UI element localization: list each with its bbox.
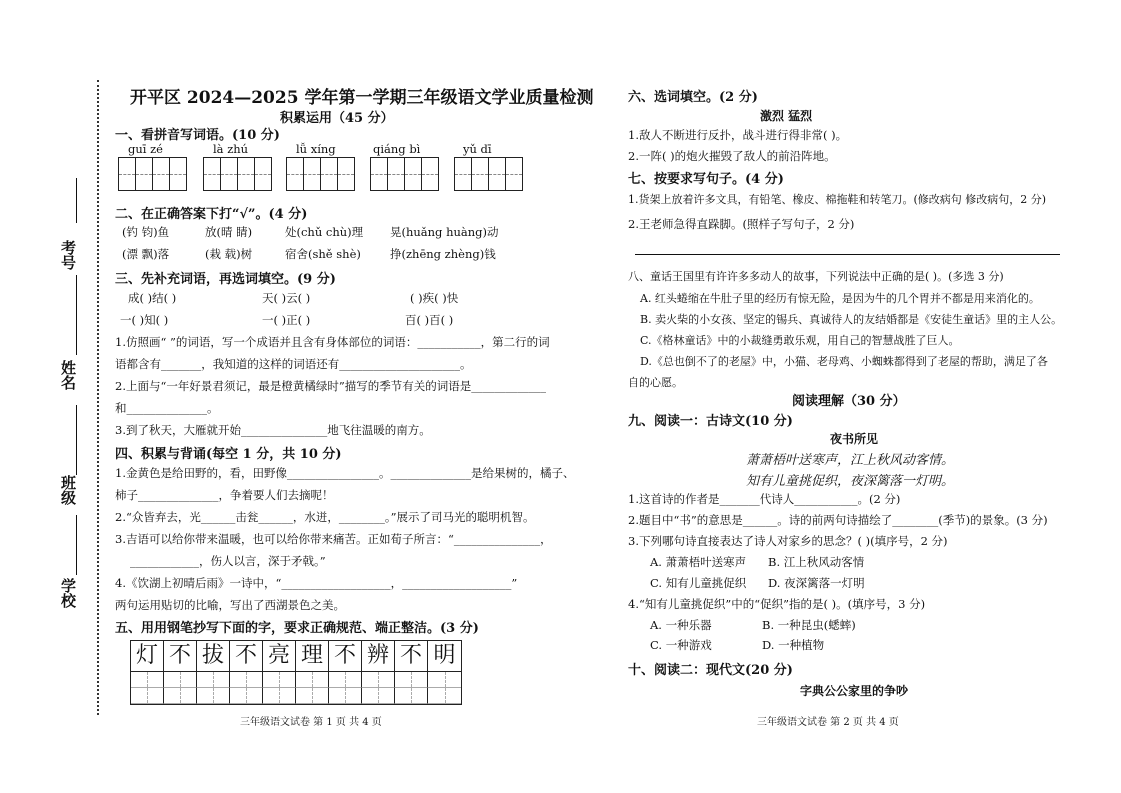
question-5: 五、用用钢笔抄写下面的字，要求正确规范、端正整洁。(3 分) <box>115 621 479 636</box>
option: C.《格林童话》中的小裁缝勇敢乐观，用自己的智慧战胜了巨人。 <box>640 334 960 347</box>
copy-cell[interactable] <box>329 688 362 704</box>
copy-cell[interactable] <box>296 672 329 688</box>
writing-box[interactable] <box>118 157 187 191</box>
fill-item[interactable]: ( )疾( )快 <box>410 291 459 305</box>
copy-char: 不 <box>395 641 428 672</box>
choice-item[interactable]: 宿舍(shě shè) <box>285 247 361 261</box>
writing-box[interactable] <box>203 157 272 191</box>
poem-line: 知有儿童挑促织，夜深篱落一灯明。 <box>746 474 955 489</box>
writing-box[interactable] <box>286 157 355 191</box>
fill-item[interactable]: 成( )结( ) <box>128 291 177 305</box>
q-text: 2.上面与“一年好景君须记，最是橙黄橘绿时”描写的季节有关的词语是_____________ <box>115 379 546 393</box>
q-text: ____________，伤人以言，深于矛戟。” <box>130 554 326 568</box>
name-line <box>76 275 77 355</box>
copy-char: 不 <box>329 641 362 672</box>
section-heading: 阅读理解（30 分） <box>792 394 906 409</box>
copy-char: 不 <box>164 641 197 672</box>
word-bank: 激烈 猛烈 <box>760 109 813 123</box>
binding-dotted-line <box>97 80 99 715</box>
copy-cell[interactable] <box>197 672 230 688</box>
copy-cell[interactable] <box>131 688 164 704</box>
q-text: 4.《饮湖上初晴后雨》一诗中，“___________________，___________________” <box>115 576 518 590</box>
q-text: 3.下列哪句诗直接表达了诗人对家乡的思念？( )(填序号，2 分) <box>628 534 948 548</box>
name-label: 姓名 <box>59 360 77 390</box>
q-text: 4.“知有儿童挑促织”中的“促织”指的是( )。(填序号，3 分) <box>628 597 926 611</box>
copy-cell[interactable] <box>230 672 263 688</box>
q-text: 1.金黄色是给田野的，看，田野像________________。______________是给果树的，橘子、 <box>115 466 575 480</box>
writing-box[interactable] <box>454 157 523 191</box>
poem-title: 夜书所见 <box>830 432 879 446</box>
fill-item[interactable]: 一( )知( ) <box>120 313 169 327</box>
choice-item[interactable]: (漂 飘)落 <box>122 247 170 261</box>
page-title: 开平区 2024—2025 学年第一学期三年级语文学业质量检测 <box>130 88 594 108</box>
pinyin: yǔ dī <box>463 142 492 156</box>
pinyin: qiáng bì <box>373 142 421 156</box>
option: B. 江上秋风动客情 <box>768 555 865 569</box>
q-text: 和______________。 <box>115 401 219 415</box>
copy-cell[interactable] <box>131 672 164 688</box>
copy-cell[interactable] <box>428 688 461 704</box>
option: C. 知有儿童挑促织 <box>650 576 747 590</box>
question-6: 六、选词填空。(2 分) <box>628 90 758 105</box>
choice-item[interactable]: 处(chǔ chù)理 <box>285 225 364 239</box>
option: A. 萧萧梧叶送寒声 <box>650 555 747 569</box>
option: D. 一种植物 <box>762 638 825 652</box>
fill-item[interactable]: 一( )正( ) <box>262 313 311 327</box>
q-text: 两句运用贴切的比喻，写出了西湖景色之美。 <box>115 598 345 612</box>
section-heading: 积累运用（45 分） <box>280 111 394 126</box>
answer-line[interactable] <box>635 254 1060 255</box>
question-10: 十、阅读二：现代文(20 分) <box>628 663 793 678</box>
q-text: 2.“众皆弃去，光______击瓮______，水迸，________。”展示了司马光的聪明机智。 <box>115 510 535 524</box>
q-text: 3.吉语可以给你带来温暖，也可以给你带来痛苦。正如荀子所言：“_______________， <box>115 532 552 546</box>
option: 自的心愿。 <box>628 376 683 389</box>
question-9: 九、阅读一：古诗文(10 分) <box>628 414 793 429</box>
choice-item[interactable]: (钓 钧)鱼 <box>122 225 170 239</box>
school-line <box>76 515 77 575</box>
copy-cell[interactable] <box>362 672 395 688</box>
copy-cell[interactable] <box>395 672 428 688</box>
copy-cell[interactable] <box>263 688 296 704</box>
exam-no-line <box>76 178 77 223</box>
copy-char: 拔 <box>197 641 230 672</box>
copy-cell[interactable] <box>395 688 428 704</box>
q-text: 1.仿照画“ ”的词语，写一个成语并且含有身体部位的词语：___________，第二行的词 <box>115 335 550 349</box>
question-3: 三、先补充词语，再选词填空。(9 分) <box>115 272 336 287</box>
copy-cell[interactable] <box>263 672 296 688</box>
school-label: 学校 <box>59 578 77 608</box>
choice-item[interactable]: (栽 载)树 <box>205 247 253 261</box>
copy-char: 亮 <box>263 641 296 672</box>
class-label: 班级 <box>59 475 77 505</box>
pinyin: guī zé <box>128 142 163 156</box>
copy-char: 灯 <box>131 641 164 672</box>
copy-char: 理 <box>296 641 329 672</box>
option: D. 夜深篱落一灯明 <box>768 576 865 590</box>
copy-cell[interactable] <box>428 672 461 688</box>
copy-grid[interactable] <box>130 640 462 705</box>
copy-char: 明 <box>428 641 461 672</box>
copy-cell[interactable] <box>296 688 329 704</box>
option: A. 红头蜷缩在牛肚子里的经历有惊无险，是因为牛的几个胃并不都是用来消化的。 <box>640 292 1040 305</box>
copy-cell[interactable] <box>164 688 197 704</box>
pinyin: lǚ xíng <box>296 142 336 156</box>
page-footer: 三年级语文试卷 第 1 页 共 4 页 <box>240 717 382 728</box>
option: C. 一种游戏 <box>650 638 712 652</box>
class-line <box>76 405 77 475</box>
question-8: 八、童话王国里有许许多多动人的故事，下列说法中正确的是( )。(多选 3 分) <box>628 270 1004 283</box>
q-text: 2.王老师急得直跺脚。(照样子写句子，2 分) <box>628 217 855 231</box>
copy-char: 辨 <box>362 641 395 672</box>
copy-cell[interactable] <box>197 688 230 704</box>
option: B. 一种昆虫(蟋蟀) <box>762 618 856 632</box>
copy-cell[interactable] <box>329 672 362 688</box>
choice-item[interactable]: 挣(zhēng zhèng)钱 <box>390 247 496 261</box>
q-text: 语都含有_______，我知道的这样的词语还有_____________________。 <box>115 357 472 371</box>
pinyin: là zhú <box>213 142 249 156</box>
option: B. 卖火柴的小女孩、坚定的锡兵、真诚待人的友结婚都是《安徒生童话》里的主人公。 <box>640 313 1063 326</box>
page-footer: 三年级语文试卷 第 2 页 共 4 页 <box>757 717 899 728</box>
q-text: 柿子______________，争着要人们去摘呢！ <box>115 488 334 502</box>
question-1: 一、看拼音写词语。(10 分) <box>115 128 280 143</box>
q-text: 3.到了秋天，大雁就开始_______________地飞往温暖的南方。 <box>115 423 431 437</box>
q-text: 1.这首诗的作者是_______代诗人___________。(2 分) <box>628 492 901 506</box>
copy-cell[interactable] <box>362 688 395 704</box>
question-4: 四、积累与背诵(每空 1 分，共 10 分) <box>115 447 342 462</box>
q-text: 1.敌人不断进行反扑，战斗进行得非常( )。 <box>628 128 848 142</box>
question-2: 二、在正确答案下打“√”。(4 分) <box>115 207 308 222</box>
q-text: 1.货架上放着许多文具，有铅笔、橡皮、棉拖鞋和转笔刀。(修改病句 修改病句，2 分) <box>628 193 1047 206</box>
option: D.《总也倒不了的老屋》中，小猫、老母鸡、小蜘蛛都得到了老屋的帮助，满足了各 <box>640 355 1048 368</box>
copy-cell[interactable] <box>164 672 197 688</box>
writing-box[interactable] <box>370 157 439 191</box>
choice-item[interactable]: 放(晴 睛) <box>205 225 253 239</box>
option: A. 一种乐器 <box>650 618 712 632</box>
poem-line: 萧萧梧叶送寒声，江上秋风动客情。 <box>746 453 955 468</box>
exam-no-label: 考号 <box>59 240 77 270</box>
q-text: 2.题目中“书”的意思是______。诗的前两句诗描绘了________(季节)的景象。(3 分) <box>628 513 1048 527</box>
fill-item[interactable]: 天( )云( ) <box>262 291 311 305</box>
choice-item[interactable]: 晃(huǎng huàng)动 <box>390 225 499 239</box>
copy-cell[interactable] <box>230 688 263 704</box>
story-title: 字典公公家里的争吵 <box>800 684 909 698</box>
copy-char: 不 <box>230 641 263 672</box>
fill-item[interactable]: 百( )百( ) <box>405 313 454 327</box>
q-text: 2.一阵( )的炮火摧毁了敌人的前沿阵地。 <box>628 149 836 163</box>
question-7: 七、按要求写句子。(4 分) <box>628 172 784 187</box>
